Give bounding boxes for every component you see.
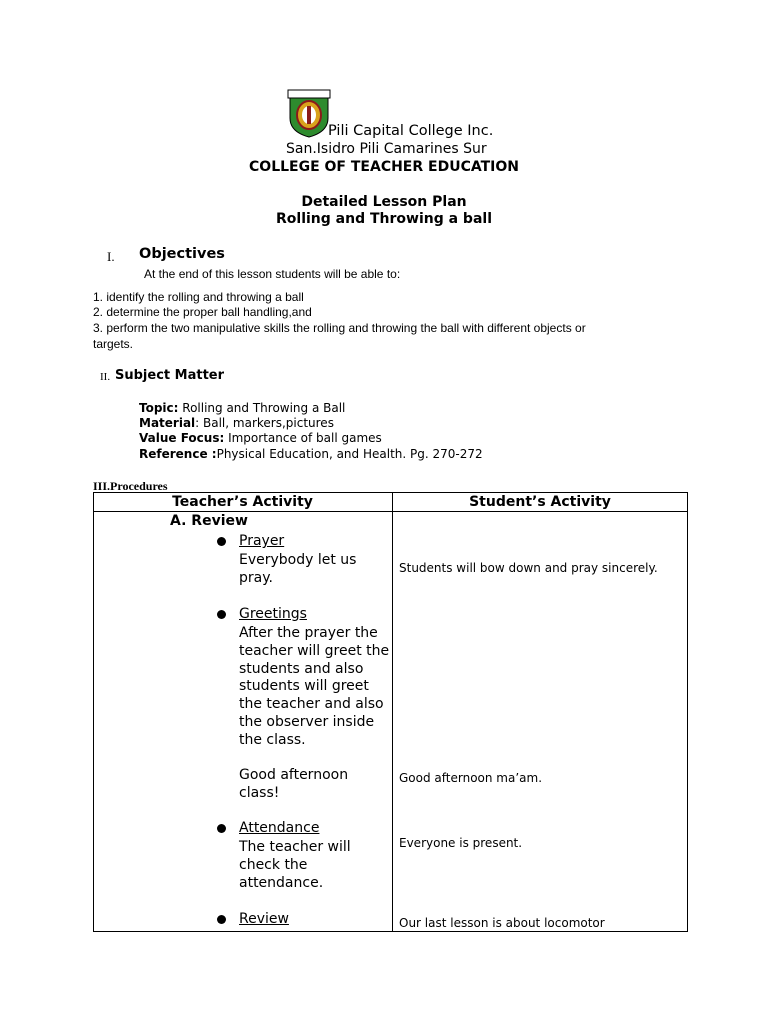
material-label: Material: [139, 416, 196, 430]
greetings-text: the class.: [239, 732, 306, 748]
greetings-text: students will greet: [239, 678, 369, 694]
prayer-text: pray.: [239, 570, 273, 586]
afternoon-text: class!: [239, 785, 280, 801]
reference-label: Reference :: [139, 447, 217, 461]
value-focus-value: Importance of ball games: [224, 431, 382, 445]
prayer-text: Everybody let us: [239, 552, 357, 568]
bullet-icon: [217, 915, 226, 924]
afternoon-text: Good afternoon: [239, 767, 349, 783]
document-title: Detailed Lesson Plan: [301, 194, 467, 210]
topic-line: [139, 401, 345, 416]
material-value: : Ball, markers,pictures: [195, 416, 334, 430]
topic-value: Rolling and Throwing a Ball: [178, 401, 346, 415]
lesson-title: Rolling and Throwing a ball: [276, 211, 492, 227]
subject-matter-numeral: II.: [100, 371, 111, 383]
objectives-intro: At the end of this lesson students will be able to:: [144, 267, 401, 281]
teacher-activity-header: Teacher’s Activity: [172, 494, 313, 510]
bullet-icon: [217, 610, 226, 619]
review-section-heading: A. Review: [170, 513, 248, 529]
student-afternoon-response: Good afternoon ma’am.: [399, 771, 543, 785]
procedures-table: [93, 492, 688, 932]
value-focus-label: Value Focus:: [139, 431, 225, 445]
reference-value: Physical Education, and Health. Pg. 270-272: [216, 447, 483, 461]
objective-item: targets.: [93, 337, 134, 351]
objective-item: 2. determine the proper ball handling,and: [93, 305, 312, 319]
greetings-label: Greetings: [239, 606, 307, 622]
procedures-heading: III.Procedures: [93, 479, 168, 493]
objective-item: 3. perform the two manipulative skills the rolling and throwing the ball with different objects or: [93, 321, 586, 335]
school-name: Pili Capital College Inc.: [328, 123, 494, 139]
school-address: San.Isidro Pili Camarines Sur: [286, 141, 487, 157]
material-line: [139, 416, 334, 431]
greetings-text: the teacher and also: [239, 696, 384, 712]
student-activity-header: Student’s Activity: [469, 494, 611, 510]
topic-label: Topic:: [139, 401, 179, 415]
greetings-text: teacher will greet the: [239, 643, 390, 659]
greetings-text: students and also: [239, 661, 364, 677]
student-prayer-response: Students will bow down and pray sincerely.: [399, 561, 658, 575]
attendance-text: The teacher will: [239, 839, 351, 855]
attendance-text: check the: [239, 857, 308, 873]
greetings-text: the observer inside: [239, 714, 375, 730]
attendance-text: attendance.: [239, 875, 324, 891]
subject-matter-heading: Subject Matter: [115, 368, 225, 383]
objectives-numeral: I.: [107, 249, 115, 264]
table-divider: [392, 492, 393, 932]
prayer-label: Prayer: [239, 533, 285, 549]
reference-line: [139, 447, 483, 462]
objectives-heading: Objectives: [139, 246, 225, 262]
objective-item: 1. identify the rolling and throwing a ball: [93, 290, 304, 304]
table-header-rule: [93, 511, 688, 512]
student-attendance-response: Everyone is present.: [399, 836, 523, 850]
college-name: COLLEGE OF TEACHER EDUCATION: [249, 159, 519, 175]
student-review-response: Our last lesson is about locomotor: [399, 916, 605, 930]
value-focus-line: [139, 431, 382, 446]
college-logo: [284, 88, 334, 138]
review-label: Review: [239, 911, 289, 927]
attendance-label: Attendance: [239, 820, 320, 836]
bullet-icon: [217, 537, 226, 546]
greetings-text: After the prayer the: [239, 625, 378, 641]
bullet-icon: [217, 824, 226, 833]
